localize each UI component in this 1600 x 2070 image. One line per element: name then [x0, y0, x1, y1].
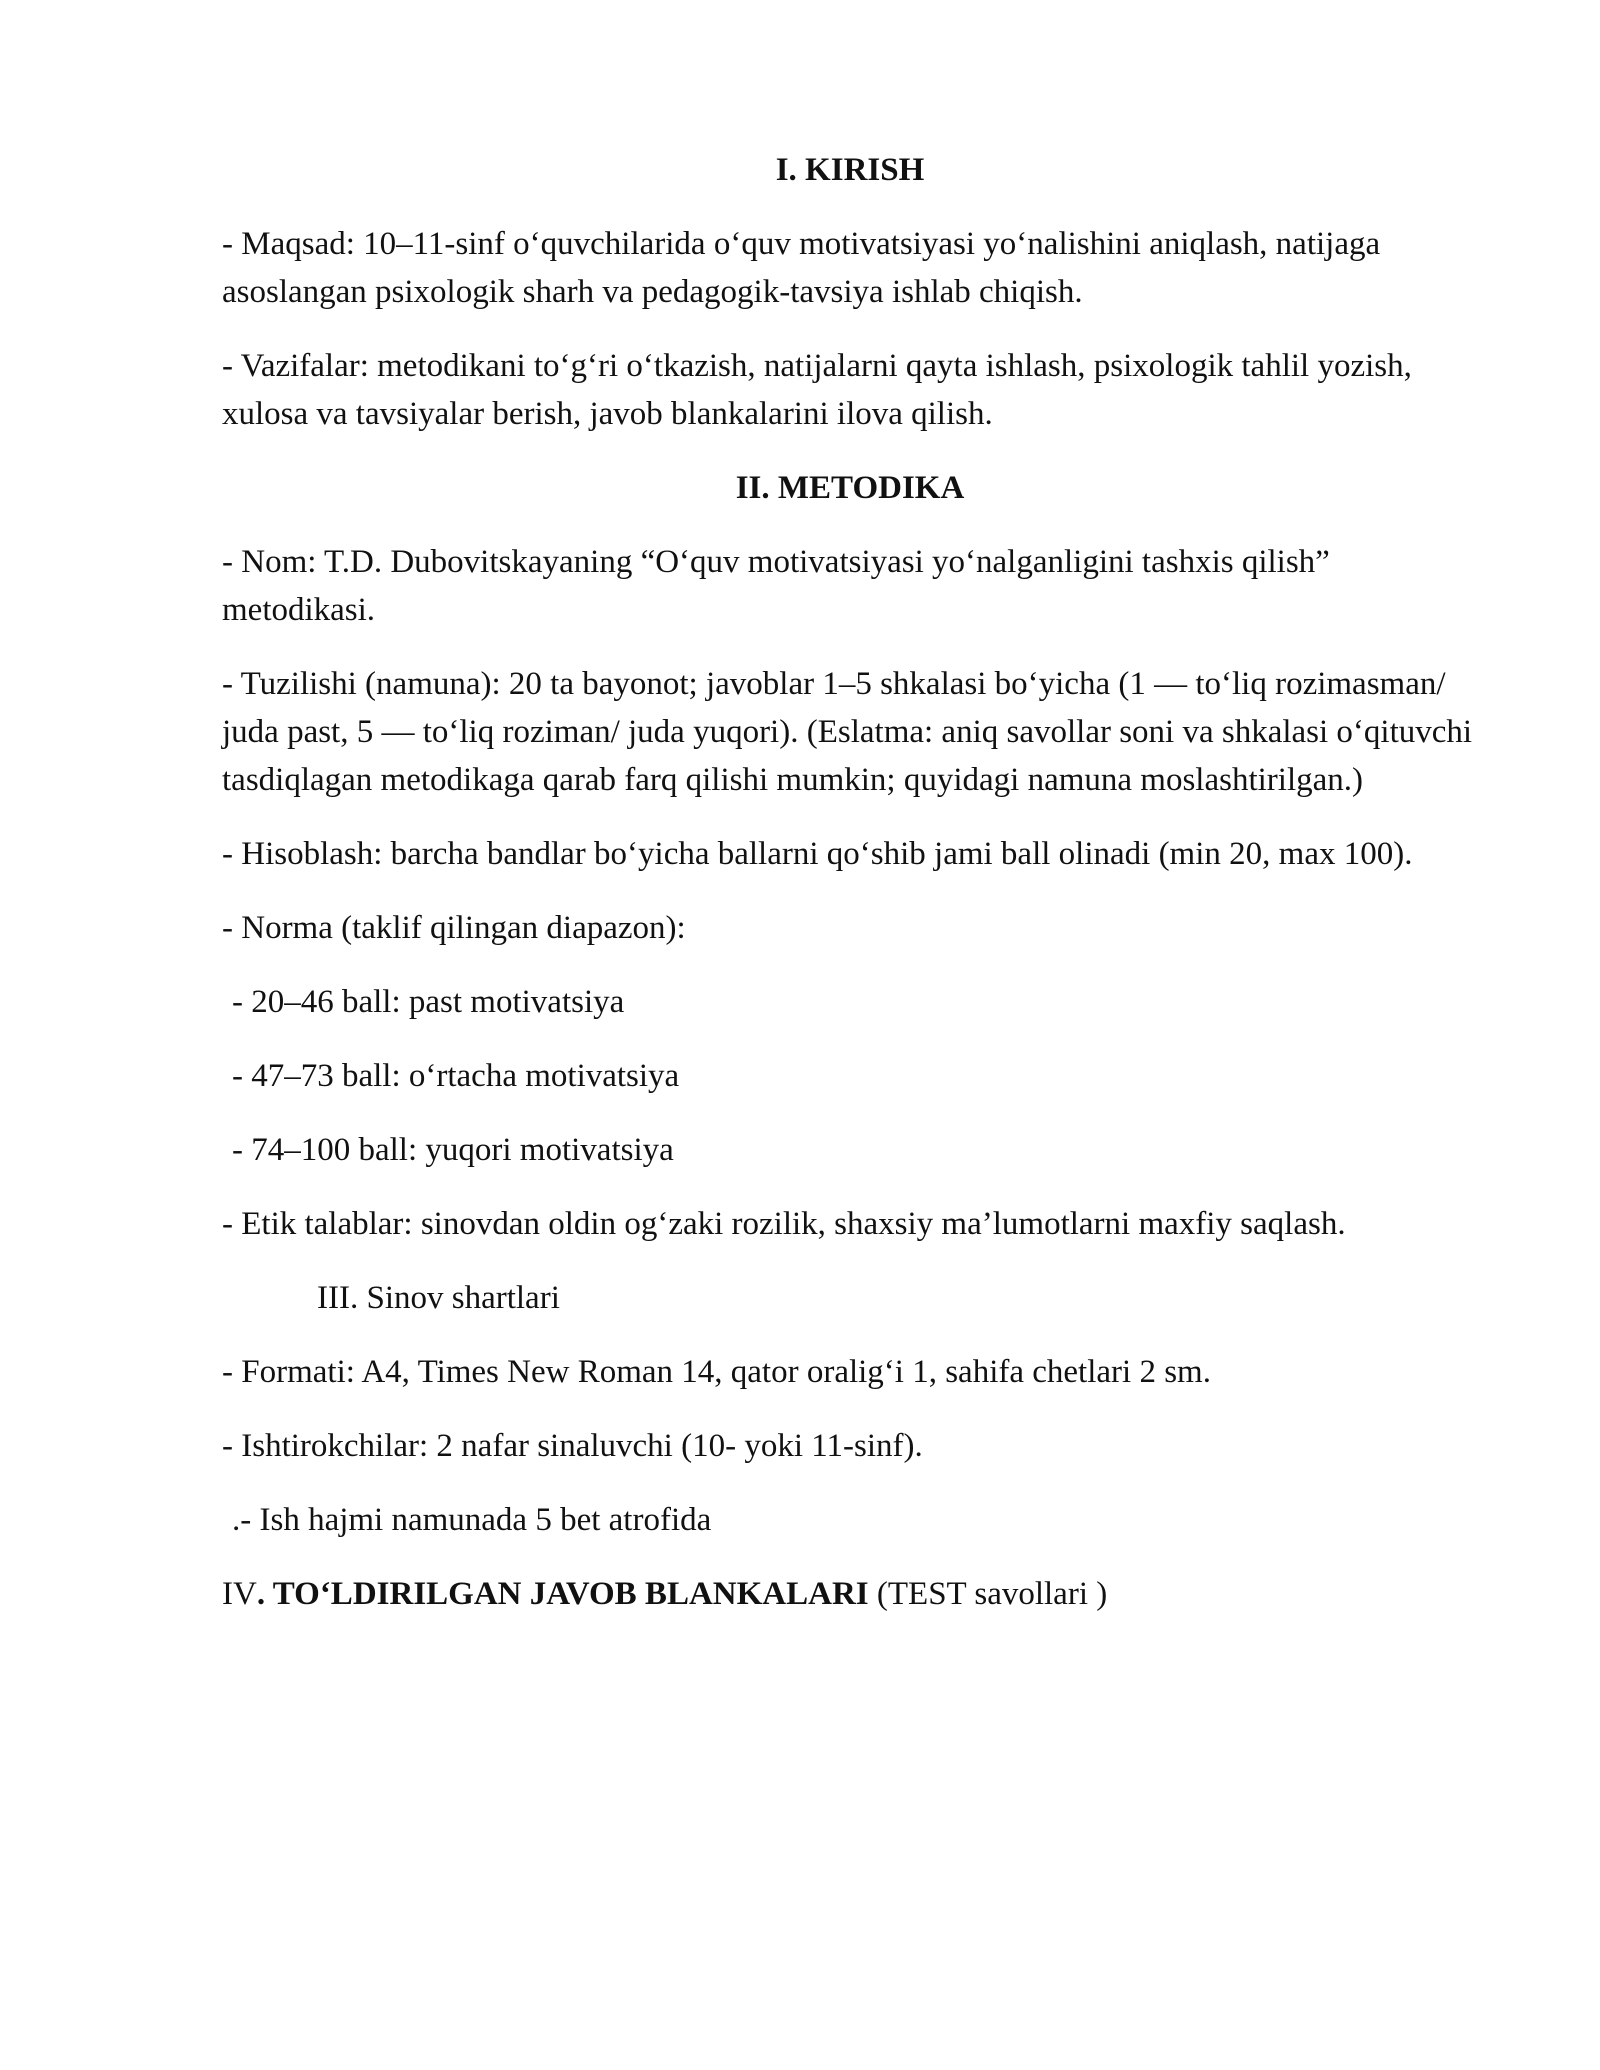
vazifalar-paragraph: - Vazifalar: metodikani to‘g‘ri o‘tkazish, natijalarni qayta ishlash, psixologik tahlil yozish, xulosa va tavsiyalar berish, javob blankalarini ilova qilish. — [222, 348, 1412, 432]
document-page — [222, 146, 1478, 1644]
maqsad-paragraph: - Maqsad: 10–11-sinf o‘quvchilarida o‘quv motivatsiyasi yo‘nalishini aniqlash, natijaga asoslangan psixologik sharh va pedagogik-tavsiya ishlab chiqish. — [222, 226, 1381, 310]
blankalar-suffix: (TEST savollari ) — [868, 1576, 1108, 1612]
hisoblash-paragraph: - Hisoblash: barcha bandlar bo‘yicha ballarni qo‘shib jami ball olinadi (min 20, max 100). — [222, 836, 1413, 872]
norma-paragraph: - Norma (taklif qilingan diapazon): — [222, 910, 686, 946]
hajm-paragraph: .- Ish hajmi namunada 5 bet atrofida — [232, 1502, 712, 1538]
section-title-kirish: I. KIRISH — [775, 152, 925, 188]
section-title-sinov: III. Sinov shartlari — [317, 1280, 560, 1316]
norma-item-yuqori: - 74–100 ball: yuqori motivatsiya — [232, 1132, 674, 1168]
ishtirokchilar-paragraph: - Ishtirokchilar: 2 nafar sinaluvchi (10- yoki 11-sinf). — [222, 1428, 923, 1464]
tuzilishi-paragraph: - Tuzilishi (namuna): 20 ta bayonot; javoblar 1–5 shkalasi bo‘yicha (1 — to‘liq rozimasman/ juda past, 5 — to‘liq roziman/ juda yuqori). (Eslatma: aniq savollar soni va shkalasi o‘qituvchi tasdiqlagan metodikaga qarab farq qilishi mumkin; quyidagi namuna moslashtirilgan.) — [222, 666, 1473, 798]
norma-item-past: - 20–46 ball: past motivatsiya — [232, 984, 625, 1020]
norma-item-ortacha: - 47–73 ball: o‘rtacha motivatsiya — [232, 1058, 680, 1094]
nom-paragraph: - Nom: T.D. Dubovitskayaning “O‘quv motivatsiyasi yo‘nalganligini tashxis qilish” metodikasi. — [222, 544, 1330, 628]
section-title-blankalar — [222, 1570, 1478, 1618]
blankalar-prefix: IV — [222, 1576, 257, 1612]
etik-paragraph: - Etik talablar: sinovdan oldin og‘zaki rozilik, shaxsiy ma’lumotlarni maxfiy saqlash. — [222, 1206, 1346, 1242]
formati-paragraph: - Formati: A4, Times New Roman 14, qator oralig‘i 1, sahifa chetlari 2 sm. — [222, 1354, 1211, 1390]
blankalar-title: . TO‘LDIRILGAN JAVOB BLANKALARI — [256, 1576, 869, 1612]
section-title-metodika: II. METODIKA — [735, 470, 965, 506]
